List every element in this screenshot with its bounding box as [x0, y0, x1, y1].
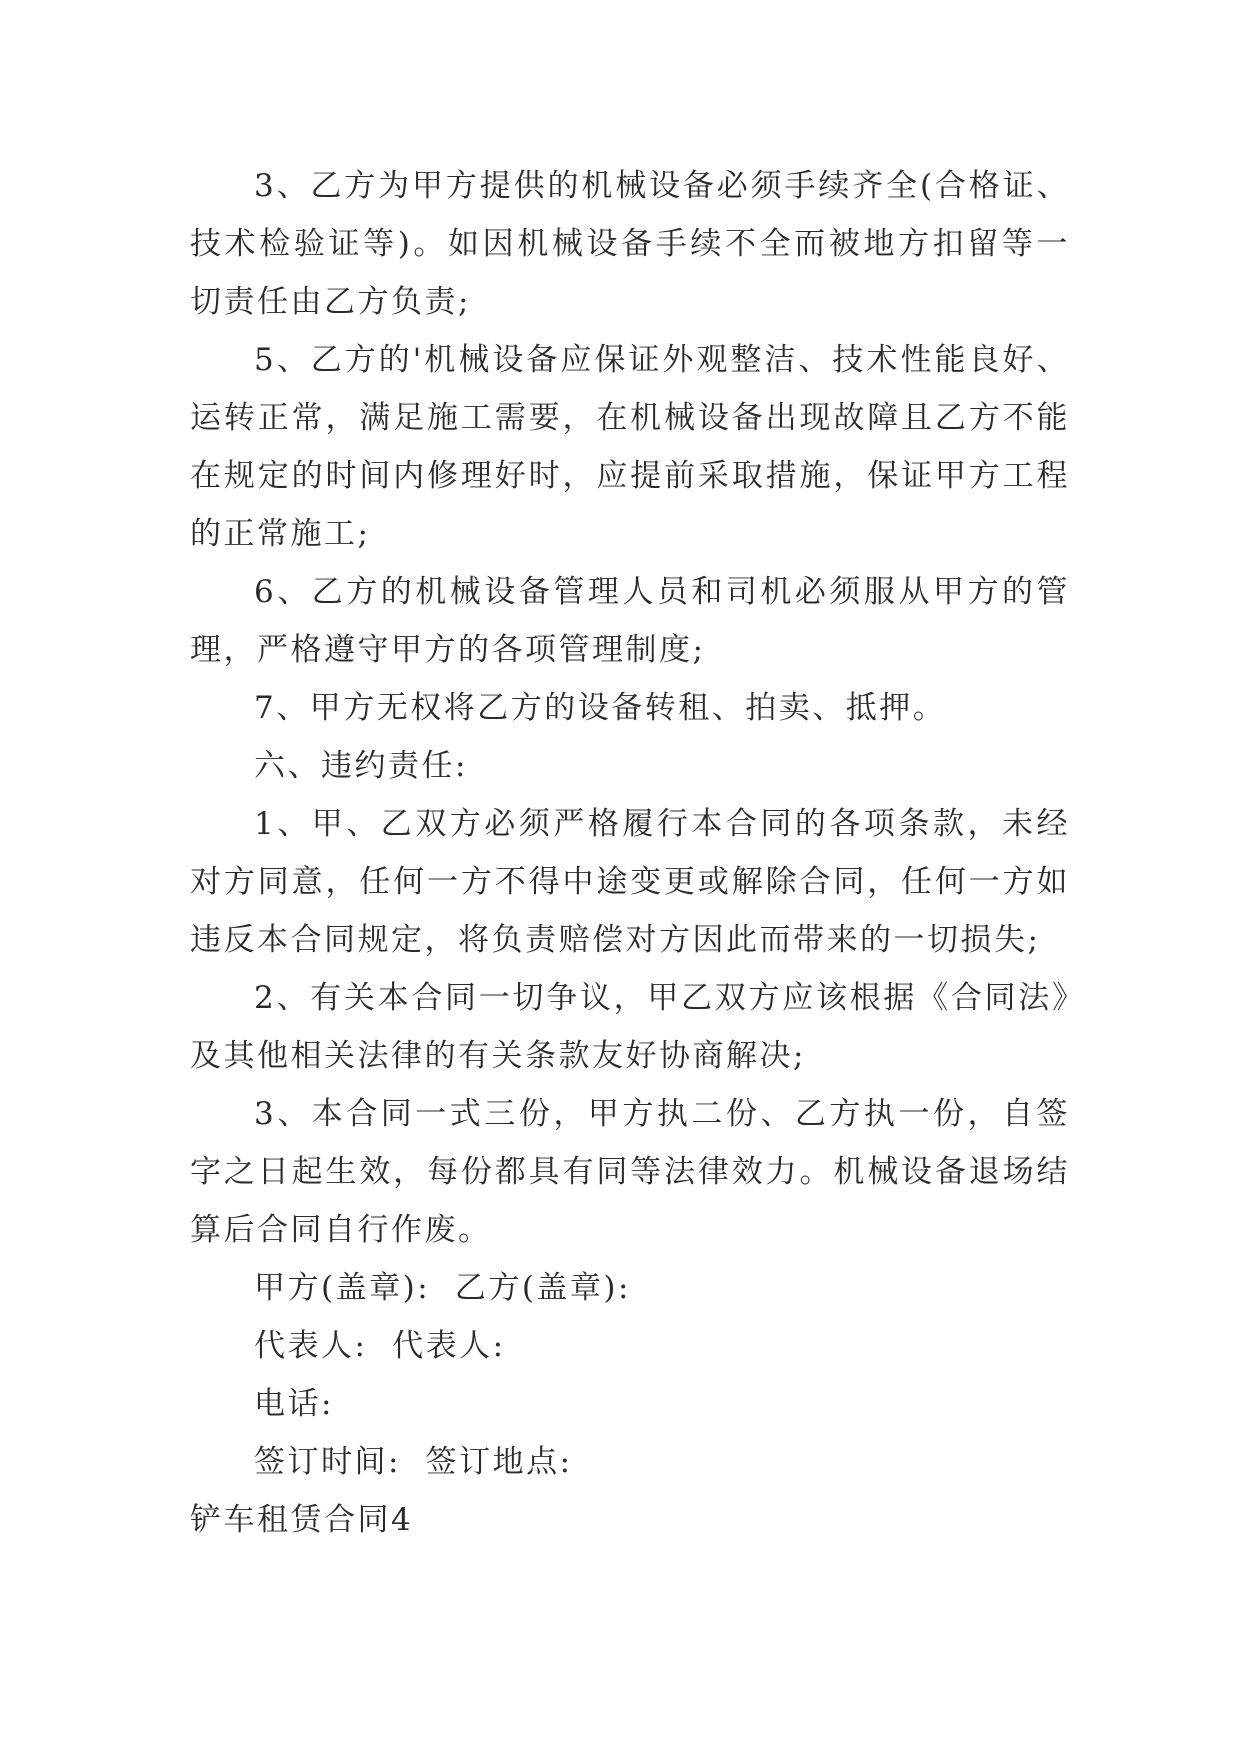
section-heading-breach: 六、违约责任:: [254, 748, 468, 784]
breach-clause-2-paragraph: 2、有关本合同一切争议，甲乙双方应该根据《合同法》及其他相关法律的有关条款友好协商解决;: [190, 980, 1070, 1074]
clause-7-paragraph: 7、甲方无权将乙方的设备转租、拍卖、抵押。: [254, 690, 947, 726]
document-body: [190, 157, 1070, 1549]
party-seal-line: 甲方(盖章): 乙方(盖章):: [254, 1270, 631, 1306]
breach-clause-1-paragraph: 1、甲、乙双方必须严格履行本合同的各项条款，未经对方同意，任何一方不得中途变更或解除合同，任何一方如违反本合同规定，将负责赔偿对方因此而带来的一切损失;: [190, 806, 1070, 958]
signing-info-line: 签订时间: 签订地点:: [254, 1444, 573, 1480]
clause-6-paragraph: 6、乙方的机械设备管理人员和司机必须服从甲方的管理，严格遵守甲方的各项管理制度;: [190, 574, 1070, 668]
representative-line: 代表人: 代表人:: [254, 1328, 506, 1364]
clause-5-paragraph: 5、乙方的'机械设备应保证外观整洁、技术性能良好、运转正常，满足施工需要，在机械设备出现故障且乙方不能在规定的时间内修理好时，应提前采取措施，保证甲方工程的正常施工;: [190, 342, 1070, 552]
breach-clause-3-paragraph: 3、本合同一式三份，甲方执二份、乙方执一份，自签字之日起生效，每份都具有同等法律效力。机械设备退场结算后合同自行作废。: [190, 1096, 1070, 1248]
phone-line: 电话:: [254, 1386, 334, 1422]
next-contract-title: 铲车租赁合同4: [190, 1502, 414, 1538]
clause-3-paragraph: 3、乙方为甲方提供的机械设备必须手续齐全(合格证、技术检验证等)。如因机械设备手续不全而被地方扣留等一切责任由乙方负责;: [190, 168, 1070, 320]
